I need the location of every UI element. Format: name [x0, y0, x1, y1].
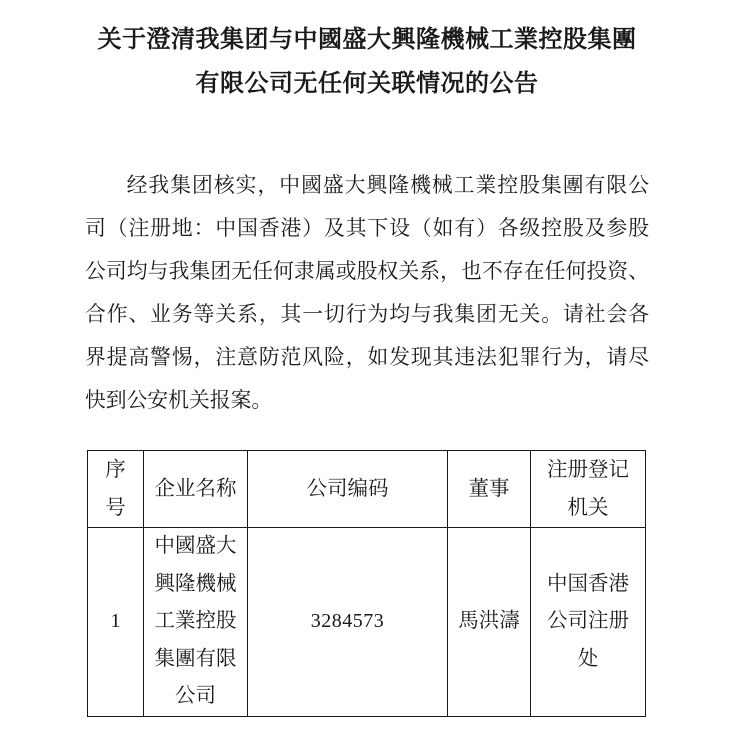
cell-company-name: 中國盛大興隆機械工業控股集團有限公司 [144, 528, 248, 717]
paragraph-line: 司（注册地：中国香港）及其下设（如有）各级控股及参股 [85, 217, 649, 240]
table-row [88, 528, 646, 717]
title-line-1: 关于澄清我集团与中國盛大興隆機械工業控股集團 [97, 27, 637, 53]
title-line-2: 有限公司无任何关联情况的公告 [195, 71, 539, 97]
paragraph-line: 公司均与我集团无任何隶属或股权关系，也不存在任何投资、 [85, 260, 649, 283]
paragraph-line: 合作、业务等关系，其一切行为均与我集团无关。请社会各 [85, 303, 649, 326]
paragraph-line: 经我集团核实，中國盛大興隆機械工業控股集團有限公 [126, 174, 649, 197]
paragraph-line: 快到公安机关报案。 [85, 389, 273, 412]
col-header-code: 公司编码 [248, 451, 448, 528]
col-header-director: 董事 [448, 451, 531, 528]
table-header-row [88, 451, 646, 528]
page-title [85, 18, 649, 106]
paragraph-line: 界提高警惕，注意防范风险，如发现其违法犯罪行为，请尽 [85, 346, 649, 369]
cell-registry: 中国香港公司注册处 [531, 528, 646, 717]
col-header-company: 企业名称 [144, 451, 248, 528]
cell-director: 馬洪濤 [448, 528, 531, 717]
cell-serial: 1 [88, 528, 144, 717]
body-paragraph [85, 164, 649, 422]
cell-company-code: 3284573 [248, 528, 448, 717]
col-header-registry: 注册登记机关 [531, 451, 646, 528]
companies-table [87, 450, 646, 717]
col-header-serial: 序号 [88, 451, 144, 528]
